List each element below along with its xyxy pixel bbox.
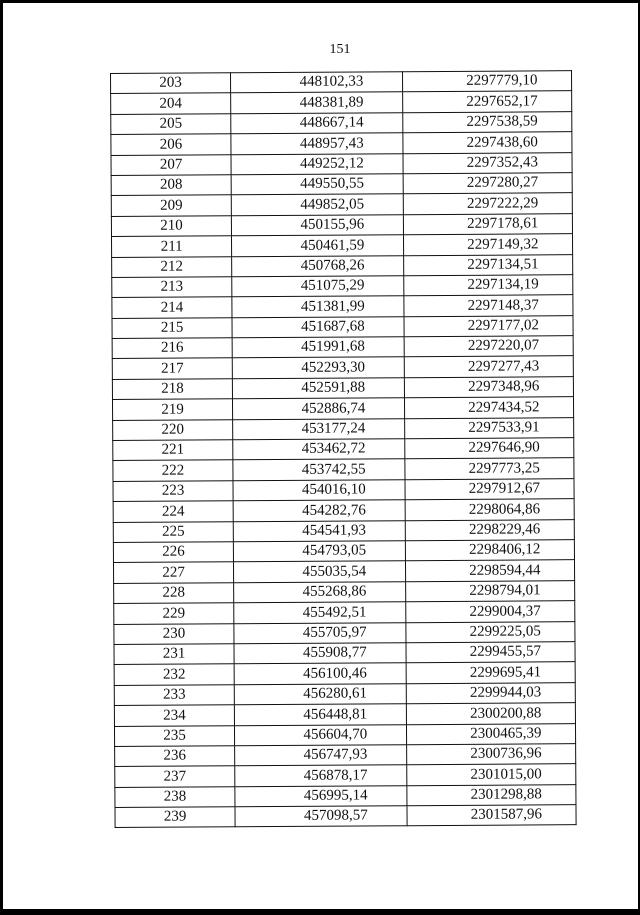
- table-row: [114, 601, 575, 624]
- point-number-cell: 221: [113, 440, 233, 461]
- y-coordinate-cell: 2297912,67: [405, 478, 575, 499]
- table-row: [111, 193, 572, 216]
- point-number-cell: 208: [111, 175, 231, 196]
- table-row: [114, 703, 575, 726]
- table-row: [113, 417, 574, 440]
- point-number-cell: 211: [111, 236, 231, 257]
- x-coordinate-cell: 452293,30: [232, 357, 403, 378]
- page-number: 151: [329, 42, 351, 57]
- point-number-cell: 210: [111, 215, 231, 236]
- x-coordinate-cell: 449852,05: [231, 194, 402, 215]
- x-coordinate-cell: 448102,33: [231, 72, 402, 93]
- table-row: [111, 71, 572, 94]
- x-coordinate-cell: 449252,12: [231, 153, 402, 174]
- point-number-cell: 217: [112, 358, 232, 379]
- y-coordinate-cell: 2298794,01: [405, 580, 575, 601]
- x-coordinate-cell: 452591,88: [233, 378, 404, 399]
- table-row: [115, 744, 576, 767]
- x-coordinate-cell: 456280,61: [234, 683, 405, 704]
- table-row: [113, 519, 574, 542]
- table-row: [112, 397, 573, 420]
- point-number-cell: 229: [114, 603, 234, 624]
- scan-border-top: [0, 0, 640, 3]
- table-row: [115, 764, 576, 787]
- point-number-cell: 239: [115, 807, 235, 828]
- x-coordinate-cell: 455492,51: [234, 602, 405, 623]
- x-coordinate-cell: 456995,14: [235, 785, 406, 806]
- table-row: [114, 621, 575, 644]
- x-coordinate-cell: 453177,24: [233, 418, 404, 439]
- point-number-cell: 220: [113, 419, 233, 440]
- point-number-cell: 230: [114, 623, 234, 644]
- point-number-cell: 216: [112, 338, 232, 359]
- table-row: [112, 336, 573, 359]
- scan-border-bottom: [0, 909, 640, 915]
- x-coordinate-cell: 454793,05: [234, 541, 405, 562]
- point-number-cell: 238: [115, 786, 235, 807]
- point-number-cell: 204: [111, 93, 231, 114]
- x-coordinate-cell: 455268,86: [234, 581, 405, 602]
- x-coordinate-cell: 455705,97: [234, 622, 405, 643]
- x-coordinate-cell: 451991,68: [232, 337, 403, 358]
- point-number-cell: 213: [112, 277, 232, 298]
- y-coordinate-cell: 2297348,96: [404, 377, 574, 398]
- y-coordinate-cell: 2297773,25: [404, 458, 574, 479]
- x-coordinate-cell: 453742,55: [233, 459, 404, 480]
- y-coordinate-cell: 2299695,41: [406, 662, 576, 683]
- point-number-cell: 214: [112, 297, 232, 318]
- x-coordinate-cell: 451075,29: [232, 276, 403, 297]
- table-row: [111, 152, 572, 175]
- y-coordinate-cell: 2298406,12: [405, 540, 575, 561]
- point-number-cell: 222: [113, 460, 233, 481]
- point-number-cell: 232: [114, 664, 234, 685]
- point-number-cell: 218: [112, 379, 232, 400]
- y-coordinate-cell: 2297779,10: [402, 71, 572, 92]
- x-coordinate-cell: 448381,89: [231, 92, 402, 113]
- y-coordinate-cell: 2300736,96: [406, 744, 576, 765]
- y-coordinate-cell: 2297280,27: [403, 173, 573, 194]
- table-row: [114, 682, 575, 705]
- table-row: [114, 580, 575, 603]
- point-number-cell: 212: [112, 256, 232, 277]
- y-coordinate-cell: 2297438,60: [402, 132, 572, 153]
- y-coordinate-cell: 2297134,19: [403, 275, 573, 296]
- x-coordinate-cell: 456747,93: [235, 745, 406, 766]
- x-coordinate-cell: 456604,70: [235, 724, 406, 745]
- table-row: [112, 377, 573, 400]
- table-row: [112, 356, 573, 379]
- point-number-cell: 227: [113, 562, 233, 583]
- x-coordinate-cell: 453462,72: [233, 439, 404, 460]
- y-coordinate-cell: 2299455,57: [406, 642, 576, 663]
- y-coordinate-cell: 2297646,90: [404, 438, 574, 459]
- y-coordinate-cell: 2297352,43: [403, 152, 573, 173]
- x-coordinate-cell: 455035,54: [234, 561, 405, 582]
- x-coordinate-cell: 456448,81: [235, 704, 406, 725]
- table-row: [113, 540, 574, 563]
- y-coordinate-cell: 2299225,05: [405, 621, 575, 642]
- table-row: [111, 111, 572, 134]
- point-number-cell: 209: [111, 195, 231, 216]
- table-row: [111, 132, 572, 155]
- point-number-cell: 226: [113, 542, 233, 563]
- point-number-cell: 234: [114, 705, 234, 726]
- point-number-cell: 203: [111, 73, 231, 94]
- x-coordinate-cell: 456878,17: [235, 765, 406, 786]
- point-number-cell: 237: [115, 766, 235, 787]
- y-coordinate-cell: 2298594,44: [405, 560, 575, 581]
- table-row: [115, 805, 576, 828]
- point-number-cell: 219: [112, 399, 232, 420]
- table-row: [111, 213, 572, 236]
- y-coordinate-cell: 2297533,91: [404, 417, 574, 438]
- table-row: [112, 315, 573, 338]
- x-coordinate-cell: 451381,99: [232, 296, 403, 317]
- y-coordinate-cell: 2297149,32: [403, 234, 573, 255]
- y-coordinate-cell: 2297538,59: [402, 111, 572, 132]
- table-row: [111, 173, 572, 196]
- x-coordinate-cell: 451687,68: [232, 316, 403, 337]
- x-coordinate-cell: 449550,55: [231, 174, 402, 195]
- x-coordinate-cell: 455908,77: [234, 643, 405, 664]
- y-coordinate-cell: 2297222,29: [403, 193, 573, 214]
- y-coordinate-cell: 2297148,37: [403, 295, 573, 316]
- x-coordinate-cell: 457098,57: [235, 806, 406, 827]
- point-number-cell: 205: [111, 114, 231, 135]
- y-coordinate-cell: 2301587,96: [407, 805, 577, 826]
- y-coordinate-cell: 2299944,03: [406, 682, 576, 703]
- y-coordinate-cell: 2297178,61: [403, 213, 573, 234]
- y-coordinate-cell: 2297652,17: [402, 91, 572, 112]
- table-row: [113, 560, 574, 583]
- table-row: [111, 234, 572, 257]
- table-row: [111, 91, 572, 114]
- table-row: [112, 275, 573, 298]
- x-coordinate-cell: 456100,46: [234, 663, 405, 684]
- y-coordinate-cell: 2301015,00: [406, 764, 576, 785]
- y-coordinate-cell: 2298229,46: [405, 519, 575, 540]
- y-coordinate-cell: 2301298,88: [406, 784, 576, 805]
- table-row: [114, 662, 575, 685]
- y-coordinate-cell: 2297134,51: [403, 254, 573, 275]
- point-number-cell: 233: [114, 684, 234, 705]
- point-number-cell: 225: [113, 521, 233, 542]
- x-coordinate-cell: 454016,10: [233, 480, 404, 501]
- point-number-cell: 215: [112, 317, 232, 338]
- table-row: [112, 254, 573, 277]
- scan-border-left: [0, 0, 3, 915]
- table-row: [115, 784, 576, 807]
- point-number-cell: 206: [111, 134, 231, 155]
- point-number-cell: 207: [111, 154, 231, 175]
- y-coordinate-cell: 2297277,43: [404, 356, 574, 377]
- table-row: [114, 642, 575, 665]
- x-coordinate-cell: 452886,74: [233, 398, 404, 419]
- table-row: [113, 478, 574, 501]
- table-row: [112, 295, 573, 318]
- point-number-cell: 223: [113, 481, 233, 502]
- y-coordinate-cell: 2299004,37: [405, 601, 575, 622]
- x-coordinate-cell: 454282,76: [233, 500, 404, 521]
- x-coordinate-cell: 454541,93: [233, 520, 404, 541]
- y-coordinate-cell: 2297220,07: [404, 336, 574, 357]
- point-number-cell: 228: [114, 583, 234, 604]
- table-row: [113, 438, 574, 461]
- x-coordinate-cell: 450768,26: [232, 255, 403, 276]
- point-number-cell: 236: [115, 746, 235, 767]
- table-row: [113, 499, 574, 522]
- table-row: [114, 723, 575, 746]
- coordinates-table: [110, 70, 577, 828]
- point-number-cell: 231: [114, 644, 234, 665]
- y-coordinate-cell: 2298064,86: [405, 499, 575, 520]
- x-coordinate-cell: 448667,14: [231, 112, 402, 133]
- y-coordinate-cell: 2297177,02: [404, 315, 574, 336]
- coordinates-table-body: [111, 71, 577, 828]
- x-coordinate-cell: 450461,59: [232, 235, 403, 256]
- y-coordinate-cell: 2300200,88: [406, 703, 576, 724]
- x-coordinate-cell: 450155,96: [232, 214, 403, 235]
- y-coordinate-cell: 2300465,39: [406, 723, 576, 744]
- y-coordinate-cell: 2297434,52: [404, 397, 574, 418]
- point-number-cell: 224: [113, 501, 233, 522]
- point-number-cell: 235: [114, 725, 234, 746]
- x-coordinate-cell: 448957,43: [231, 133, 402, 154]
- table-row: [113, 458, 574, 481]
